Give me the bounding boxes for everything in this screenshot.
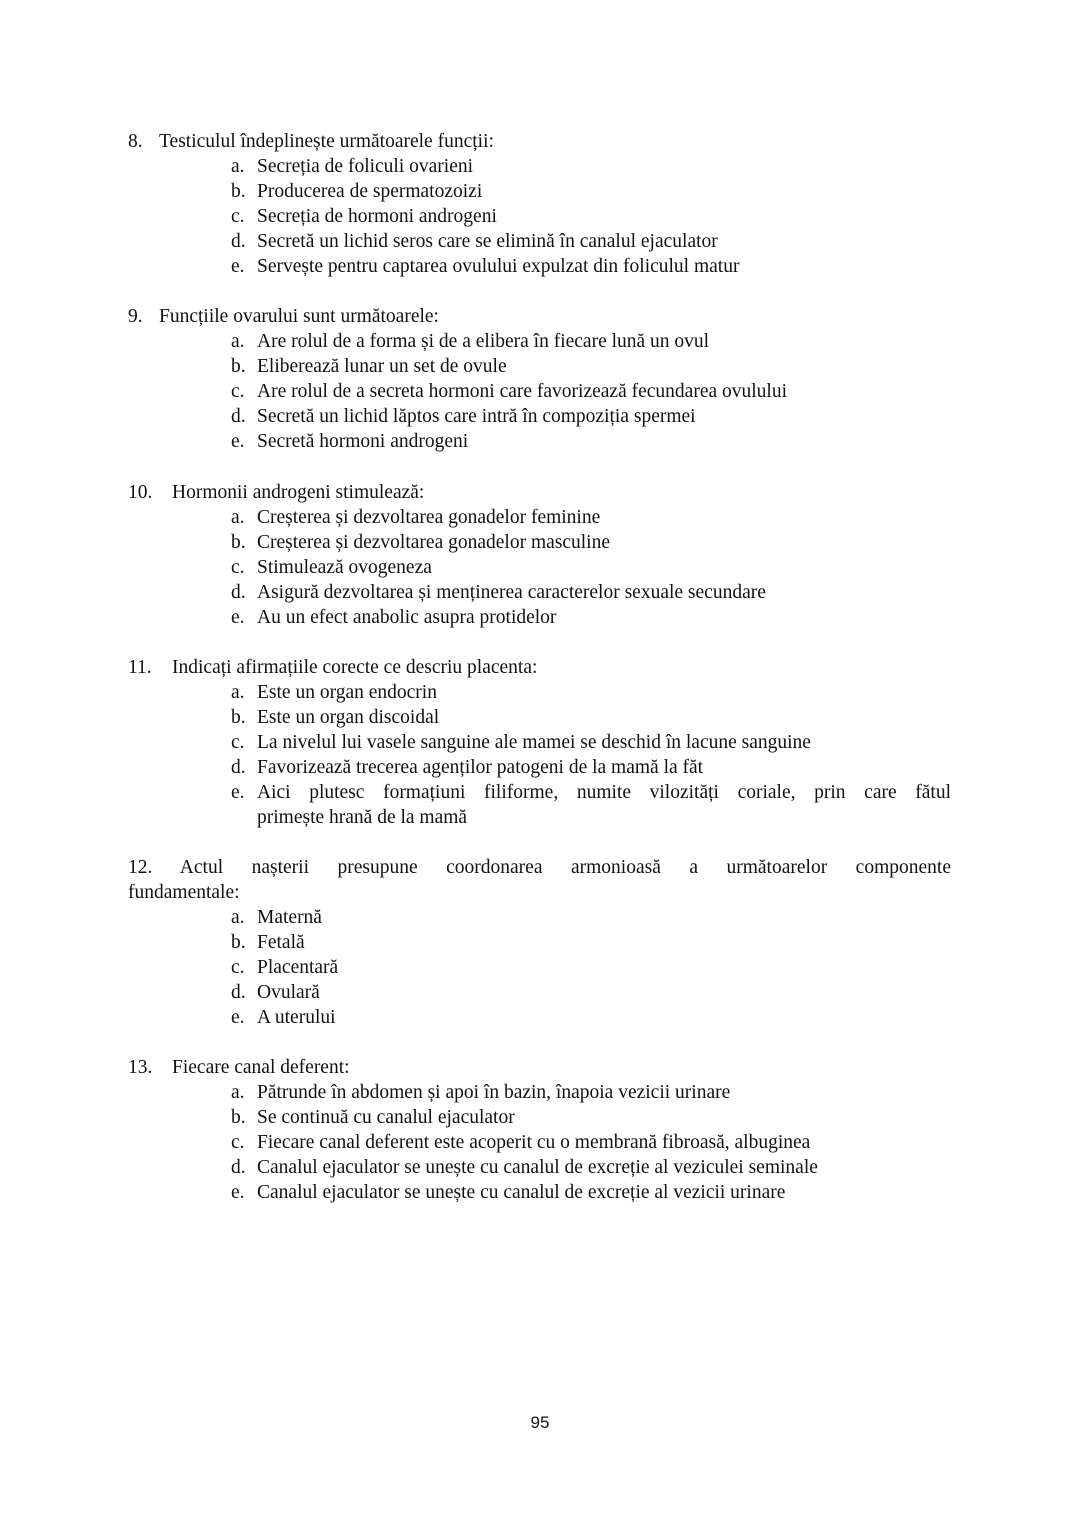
question-text: Indicați afirmațiile corecte ce descriu placenta:: [172, 657, 538, 678]
question-12: [128, 855, 951, 1030]
option-item: [128, 505, 951, 530]
option-letter: b.: [231, 1107, 246, 1128]
option-item: [128, 680, 951, 705]
option-letter: c.: [231, 557, 245, 578]
question-11: [128, 655, 951, 830]
option-text: Secreția de hormoni androgeni: [257, 206, 497, 227]
option-item: [128, 379, 951, 404]
option-text: Placentară: [257, 957, 339, 978]
question-text: Funcțiile ovarului sunt următoarele:: [159, 306, 439, 327]
option-letter: b.: [231, 532, 246, 553]
question-10: [128, 480, 951, 630]
option-letter: c.: [231, 381, 245, 402]
option-letter: e.: [231, 431, 245, 452]
option-letter: a.: [231, 156, 245, 177]
option-text: Aici plutesc formațiuni filiforme, numite vilozități coriale, prin care fătul: [257, 782, 951, 803]
option-letter: d.: [231, 1157, 246, 1178]
option-list: [128, 905, 951, 1030]
option-letter: e.: [231, 1182, 245, 1203]
option-letter: e.: [231, 1007, 245, 1028]
option-item: [128, 1005, 951, 1030]
option-item: [128, 354, 951, 379]
option-text: Fiecare canal deferent este acoperit cu o membrană fibroasă, albuginea: [257, 1132, 811, 1153]
option-text: Fetală: [257, 932, 305, 953]
option-item: [128, 1080, 951, 1105]
option-text: Are rolul de a secreta hormoni care favorizează fecundarea ovulului: [257, 381, 788, 402]
option-item: [128, 229, 951, 254]
question-text: Hormonii androgeni stimulează:: [172, 482, 425, 503]
option-item: [128, 930, 951, 955]
question-text: 12. Actul nașterii presupune coordonarea armonioasă a următoarelor componente: [128, 857, 951, 878]
option-letter: c.: [231, 1132, 245, 1153]
question-text: Testiculul îndeplinește următoarele funcții:: [159, 131, 494, 152]
option-letter: e.: [231, 607, 245, 628]
option-text: Favorizează trecerea agenților patogeni de la mamă la făt: [257, 757, 704, 778]
option-text: La nivelul lui vasele sanguine ale mamei se deschid în lacune sanguine: [257, 732, 811, 753]
option-letter: b.: [231, 707, 246, 728]
option-list: [128, 505, 951, 630]
question-9: [128, 304, 951, 454]
option-text: Are rolul de a forma și de a elibera în fiecare lună un ovul: [257, 331, 710, 352]
option-text: Servește pentru captarea ovulului expulzat din foliculul matur: [257, 256, 740, 277]
option-letter: a.: [231, 907, 245, 928]
option-letter: b.: [231, 181, 246, 202]
option-text: Ovulară: [257, 982, 320, 1003]
option-item: [128, 429, 951, 454]
question-text-continued: fundamentale:: [128, 882, 240, 903]
question-number: 9.: [128, 306, 143, 327]
option-letter: c.: [231, 732, 245, 753]
question-number: 12.: [128, 857, 153, 878]
option-letter: d.: [231, 582, 246, 603]
option-letter: d.: [231, 982, 246, 1003]
option-item: [128, 905, 951, 930]
option-text: Au un efect anabolic asupra protidelor: [257, 607, 557, 628]
option-text: A uterului: [257, 1007, 336, 1028]
question-13: [128, 1055, 951, 1205]
question-number: 10.: [128, 482, 153, 503]
option-letter: a.: [231, 331, 245, 352]
option-item: [128, 154, 951, 179]
option-text: Este un organ endocrin: [257, 682, 437, 703]
option-letter: e.: [231, 782, 245, 803]
option-list: [128, 154, 951, 279]
question-number: 8.: [128, 131, 143, 152]
option-text: Stimulează ovogeneza: [257, 557, 432, 578]
option-letter: e.: [231, 256, 245, 277]
option-text: Eliberează lunar un set de ovule: [257, 356, 507, 377]
option-letter: a.: [231, 682, 245, 703]
option-text: Se continuă cu canalul ejaculator: [257, 1107, 515, 1128]
question-number: 13.: [128, 1057, 153, 1078]
option-item: [128, 404, 951, 429]
question-number: 11.: [128, 657, 152, 678]
option-item: [128, 1180, 951, 1205]
option-item: [128, 254, 951, 279]
option-text: Asigură dezvoltarea și menținerea caracterelor sexuale secundare: [257, 582, 766, 603]
option-item: [128, 204, 951, 229]
option-letter: b.: [231, 356, 246, 377]
option-text: Secreția de foliculi ovarieni: [257, 156, 474, 177]
option-letter: b.: [231, 932, 246, 953]
option-item: [128, 955, 951, 980]
option-text: Pătrunde în abdomen și apoi în bazin, înapoia vezicii urinare: [257, 1082, 731, 1103]
option-text: Este un organ discoidal: [257, 707, 440, 728]
option-list: [128, 1080, 951, 1205]
option-item: [128, 179, 951, 204]
page-number: 95: [530, 1413, 550, 1432]
option-letter: d.: [231, 406, 246, 427]
option-list: [128, 680, 951, 830]
option-text: Producerea de spermatozoizi: [257, 181, 483, 202]
option-item: [128, 755, 951, 780]
option-text: Creșterea și dezvoltarea gonadelor masculine: [257, 532, 611, 553]
option-text: Canalul ejaculator se unește cu canalul de excreție al vezicii urinare: [257, 1182, 786, 1203]
option-item: [128, 530, 951, 555]
option-item: [128, 780, 951, 830]
option-text: Secretă hormoni androgeni: [257, 431, 469, 452]
option-item: [128, 580, 951, 605]
option-text: Creșterea și dezvoltarea gonadelor feminine: [257, 507, 601, 528]
option-item: [128, 329, 951, 354]
option-letter: a.: [231, 1082, 245, 1103]
option-letter: d.: [231, 757, 246, 778]
option-item: [128, 1155, 951, 1180]
option-list: [128, 329, 951, 454]
option-letter: c.: [231, 957, 245, 978]
option-item: [128, 980, 951, 1005]
option-text: Secretă un lichid seros care se elimină în canalul ejaculator: [257, 231, 718, 252]
option-text: Maternă: [257, 907, 322, 928]
question-text: Fiecare canal deferent:: [172, 1057, 350, 1078]
option-item: [128, 1130, 951, 1155]
option-text: Secretă un lichid lăptos care intră în compoziția spermei: [257, 406, 696, 427]
option-letter: a.: [231, 507, 245, 528]
option-item: [128, 730, 951, 755]
option-item: [128, 605, 951, 630]
question-8: [128, 129, 951, 279]
option-item: [128, 1105, 951, 1130]
option-text: Canalul ejaculator se unește cu canalul de excreție al veziculei seminale: [257, 1157, 818, 1178]
option-item: [128, 705, 951, 730]
option-letter: d.: [231, 231, 246, 252]
option-item: [128, 555, 951, 580]
option-text-continued: primește hrană de la mamă: [257, 807, 468, 828]
option-letter: c.: [231, 206, 245, 227]
